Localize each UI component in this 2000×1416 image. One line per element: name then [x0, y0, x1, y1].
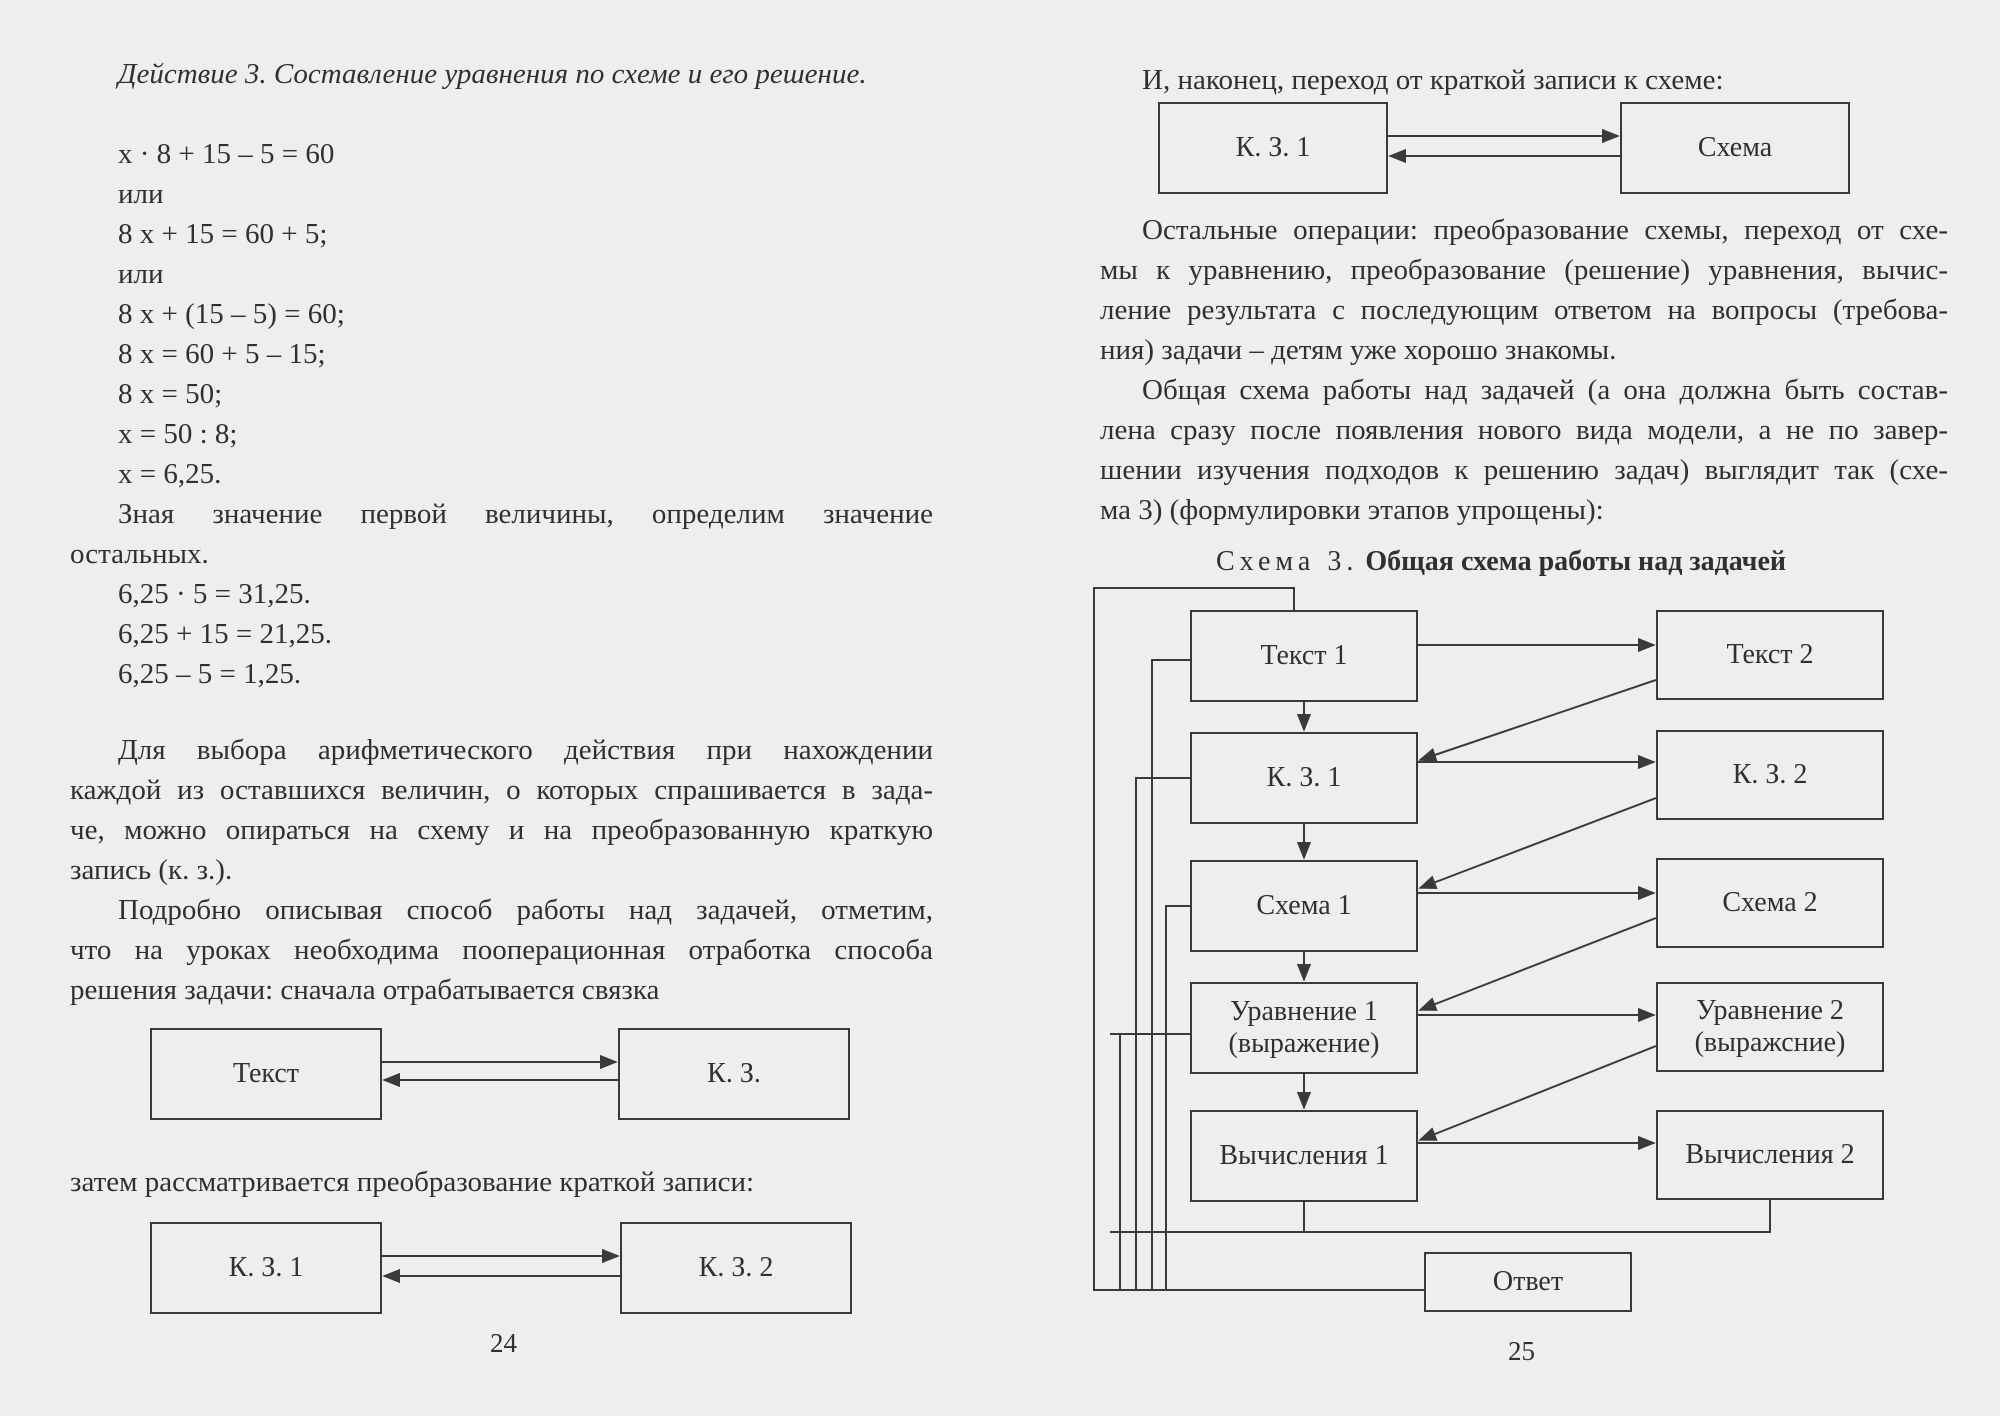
box-scheme2: Схема 2 [1656, 858, 1884, 948]
equation-line: или [118, 178, 164, 210]
box-kz2: К. З. 2 [620, 1222, 852, 1314]
box-text: Текст [150, 1028, 382, 1120]
paragraph-line: ма 3) (формулировки этапов упрощены): [1100, 494, 1604, 526]
paragraph-line: мы к уравнению, преобразование (решение) уравнения, вычис- [1100, 254, 1948, 286]
paragraph-line: Зная значение первой величины, определим значение [118, 498, 933, 530]
box-answer: Ответ [1424, 1252, 1632, 1312]
equation-line: 8 x = 50; [118, 378, 223, 410]
box-kz: К. З. [618, 1028, 850, 1120]
paragraph-line: Для выбора арифметического действия при нахождении [118, 734, 933, 766]
paragraph-line: ление результата с последующим ответом на вопросы (требова- [1100, 294, 1948, 326]
paragraph-line: Общая схема работы над задачей (а она должна быть состав- [1142, 374, 1948, 406]
box-equation2: Уравнение 2 (выражсние) [1656, 982, 1884, 1072]
section-heading: Действие 3. Составление уравнения по схеме и его решение. [118, 58, 867, 90]
paragraph-line: шении изучения подходов к решению задач) выглядит так (схе- [1100, 454, 1948, 486]
paragraph-line: запись (к. з.). [70, 854, 233, 886]
paragraph-line: решения задачи: сначала отрабатывается связка [70, 974, 660, 1006]
paragraph-line: Остальные операции: преобразование схемы, переход от схе- [1142, 214, 1948, 246]
page-number: 25 [1508, 1336, 1535, 1366]
box-text1: Текст 1 [1190, 610, 1418, 702]
connector-line [1166, 1200, 1770, 1232]
arrow-diagonal [1420, 1046, 1656, 1140]
box-scheme: Схема [1620, 102, 1850, 194]
calc-line: 6,25 + 15 = 21,25. [118, 618, 332, 650]
caption-prefix: Схема 3. [1216, 546, 1359, 577]
paragraph-line: каждой из оставшихся величин, о которых спрашивается в зада- [70, 774, 933, 806]
caption-title: Общая схема работы над задачей [1365, 546, 1787, 577]
connector-line [1120, 1034, 1190, 1290]
paragraph-line: остальных. [70, 538, 209, 570]
paragraph-line: что на уроках необходима пооперационная отработка способа [70, 934, 933, 966]
box-kz1: К. З. 1 [1158, 102, 1388, 194]
box-kz2: К. З. 2 [1656, 730, 1884, 820]
box-text2: Текст 2 [1656, 610, 1884, 700]
paragraph-line: Подробно описывая способ работы над задачей, отметим, [118, 894, 933, 926]
arrow-diagonal [1420, 918, 1656, 1010]
box-scheme1: Схема 1 [1190, 860, 1418, 952]
connector-line [1152, 660, 1190, 1290]
equation-line: 8 x = 60 + 5 – 15; [118, 338, 326, 370]
box-kz1: К. З. 1 [150, 1222, 382, 1314]
box-kz1: К. З. 1 [1190, 732, 1418, 824]
right-page [1000, 0, 2000, 1416]
equation-line: или [118, 258, 164, 290]
connector-line [1094, 588, 1424, 1290]
arrow-diagonal [1420, 680, 1656, 760]
page-number: 24 [490, 1328, 517, 1358]
equation-line: x = 6,25. [118, 458, 222, 490]
calc-line: 6,25 – 5 = 1,25. [118, 658, 302, 690]
scheme-arrows [1000, 0, 2000, 1416]
paragraph-line: затем рассматривается преобразование краткой записи: [70, 1166, 755, 1198]
calc-line: 6,25 · 5 = 31,25. [118, 578, 311, 610]
intro-line: И, наконец, переход от краткой записи к схеме: [1142, 64, 1724, 96]
box-equation1: Уравнение 1 (выражение) [1190, 982, 1418, 1074]
box-calc1: Вычисления 1 [1190, 1110, 1418, 1202]
equation-line: x = 50 : 8; [118, 418, 238, 450]
equation-line: 8 x + (15 – 5) = 60; [118, 298, 345, 330]
paragraph-line: ния) задачи – детям уже хорошо знакомы. [1100, 334, 1617, 366]
equation-line: 8 x + 15 = 60 + 5; [118, 218, 328, 250]
arrow-diagonal [1420, 798, 1656, 888]
connector-line [1110, 1202, 1304, 1232]
paragraph-line: че, можно опираться на схему и на преобразованную краткую [70, 814, 933, 846]
paragraph-line: лена сразу после появления нового вида модели, а не по завер- [1100, 414, 1948, 446]
box-calc2: Вычисления 2 [1656, 1110, 1884, 1200]
equation-line: x · 8 + 15 – 5 = 60 [118, 138, 335, 170]
